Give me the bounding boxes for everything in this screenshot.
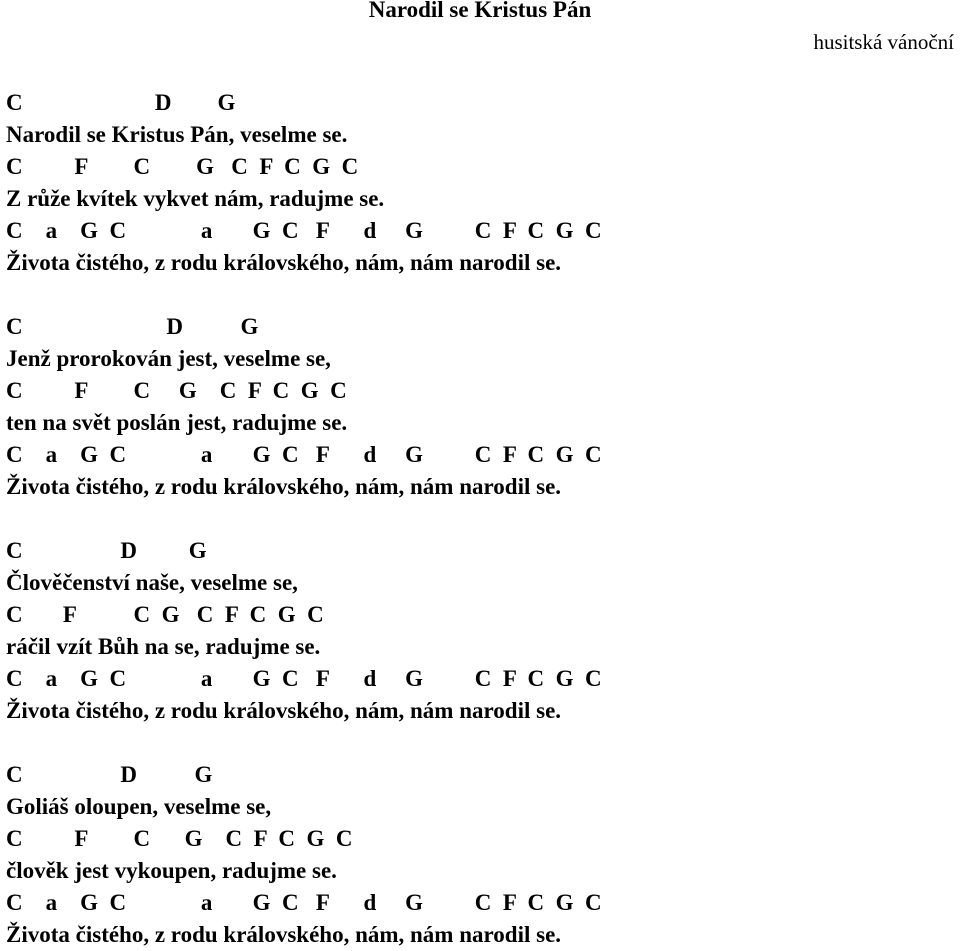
chord-line: C D G: [6, 538, 207, 563]
chord-line: C a G C a G C F d G C F C G C: [6, 218, 602, 243]
chord-line: C F C G C F C G C: [6, 154, 359, 179]
song-title: Narodil se Kristus Pán: [368, 0, 592, 22]
verse: [6, 311, 956, 503]
chord-line: C a G C a G C F d G C F C G C: [6, 890, 602, 915]
lyric-line: Člověčenství naše, veselme se,: [6, 570, 298, 595]
lyric-line: Jenž prorokován jest, veselme se,: [6, 346, 331, 371]
chord-line: C D G: [6, 90, 236, 115]
song-subtitle: husitská vánoční: [813, 30, 954, 54]
lyric-line: ten na svět poslán jest, radujme se.: [6, 410, 348, 435]
verse: [6, 759, 956, 951]
verse: [6, 535, 956, 727]
lyric-line: Života čistého, z rodu královského, nám, nám narodil se.: [6, 250, 562, 275]
chord-line: C D G: [6, 762, 213, 787]
lyric-line: Života čistého, z rodu královského, nám, nám narodil se.: [6, 474, 562, 499]
verse-spacer: [6, 503, 956, 535]
lyric-line: člověk jest vykoupen, radujme se.: [6, 858, 337, 883]
lyric-line: Života čistého, z rodu královského, nám, nám narodil se.: [6, 698, 562, 723]
lyric-line: Narodil se Kristus Pán, veselme se.: [6, 122, 348, 147]
chord-line: C D G: [6, 314, 259, 339]
verse: [6, 87, 956, 279]
chord-line: C F C G C F C G C: [6, 602, 324, 627]
chord-line: C F C G C F C G C: [6, 826, 353, 851]
lyric-line: Života čistého, z rodu královského, nám, nám narodil se.: [6, 922, 562, 947]
chord-line: C a G C a G C F d G C F C G C: [6, 666, 602, 691]
lyric-line: ráčil vzít Bůh na se, radujme se.: [6, 634, 321, 659]
chord-line: C a G C a G C F d G C F C G C: [6, 442, 602, 467]
lyric-line: Z růže kvítek vykvet nám, radujme se.: [6, 186, 385, 211]
chord-line: C F C G C F C G C: [6, 378, 347, 403]
verse-spacer: [6, 279, 956, 311]
lyric-line: Goliáš oloupen, veselme se,: [6, 794, 272, 819]
song-body: [6, 87, 956, 951]
verse-spacer: [6, 727, 956, 759]
